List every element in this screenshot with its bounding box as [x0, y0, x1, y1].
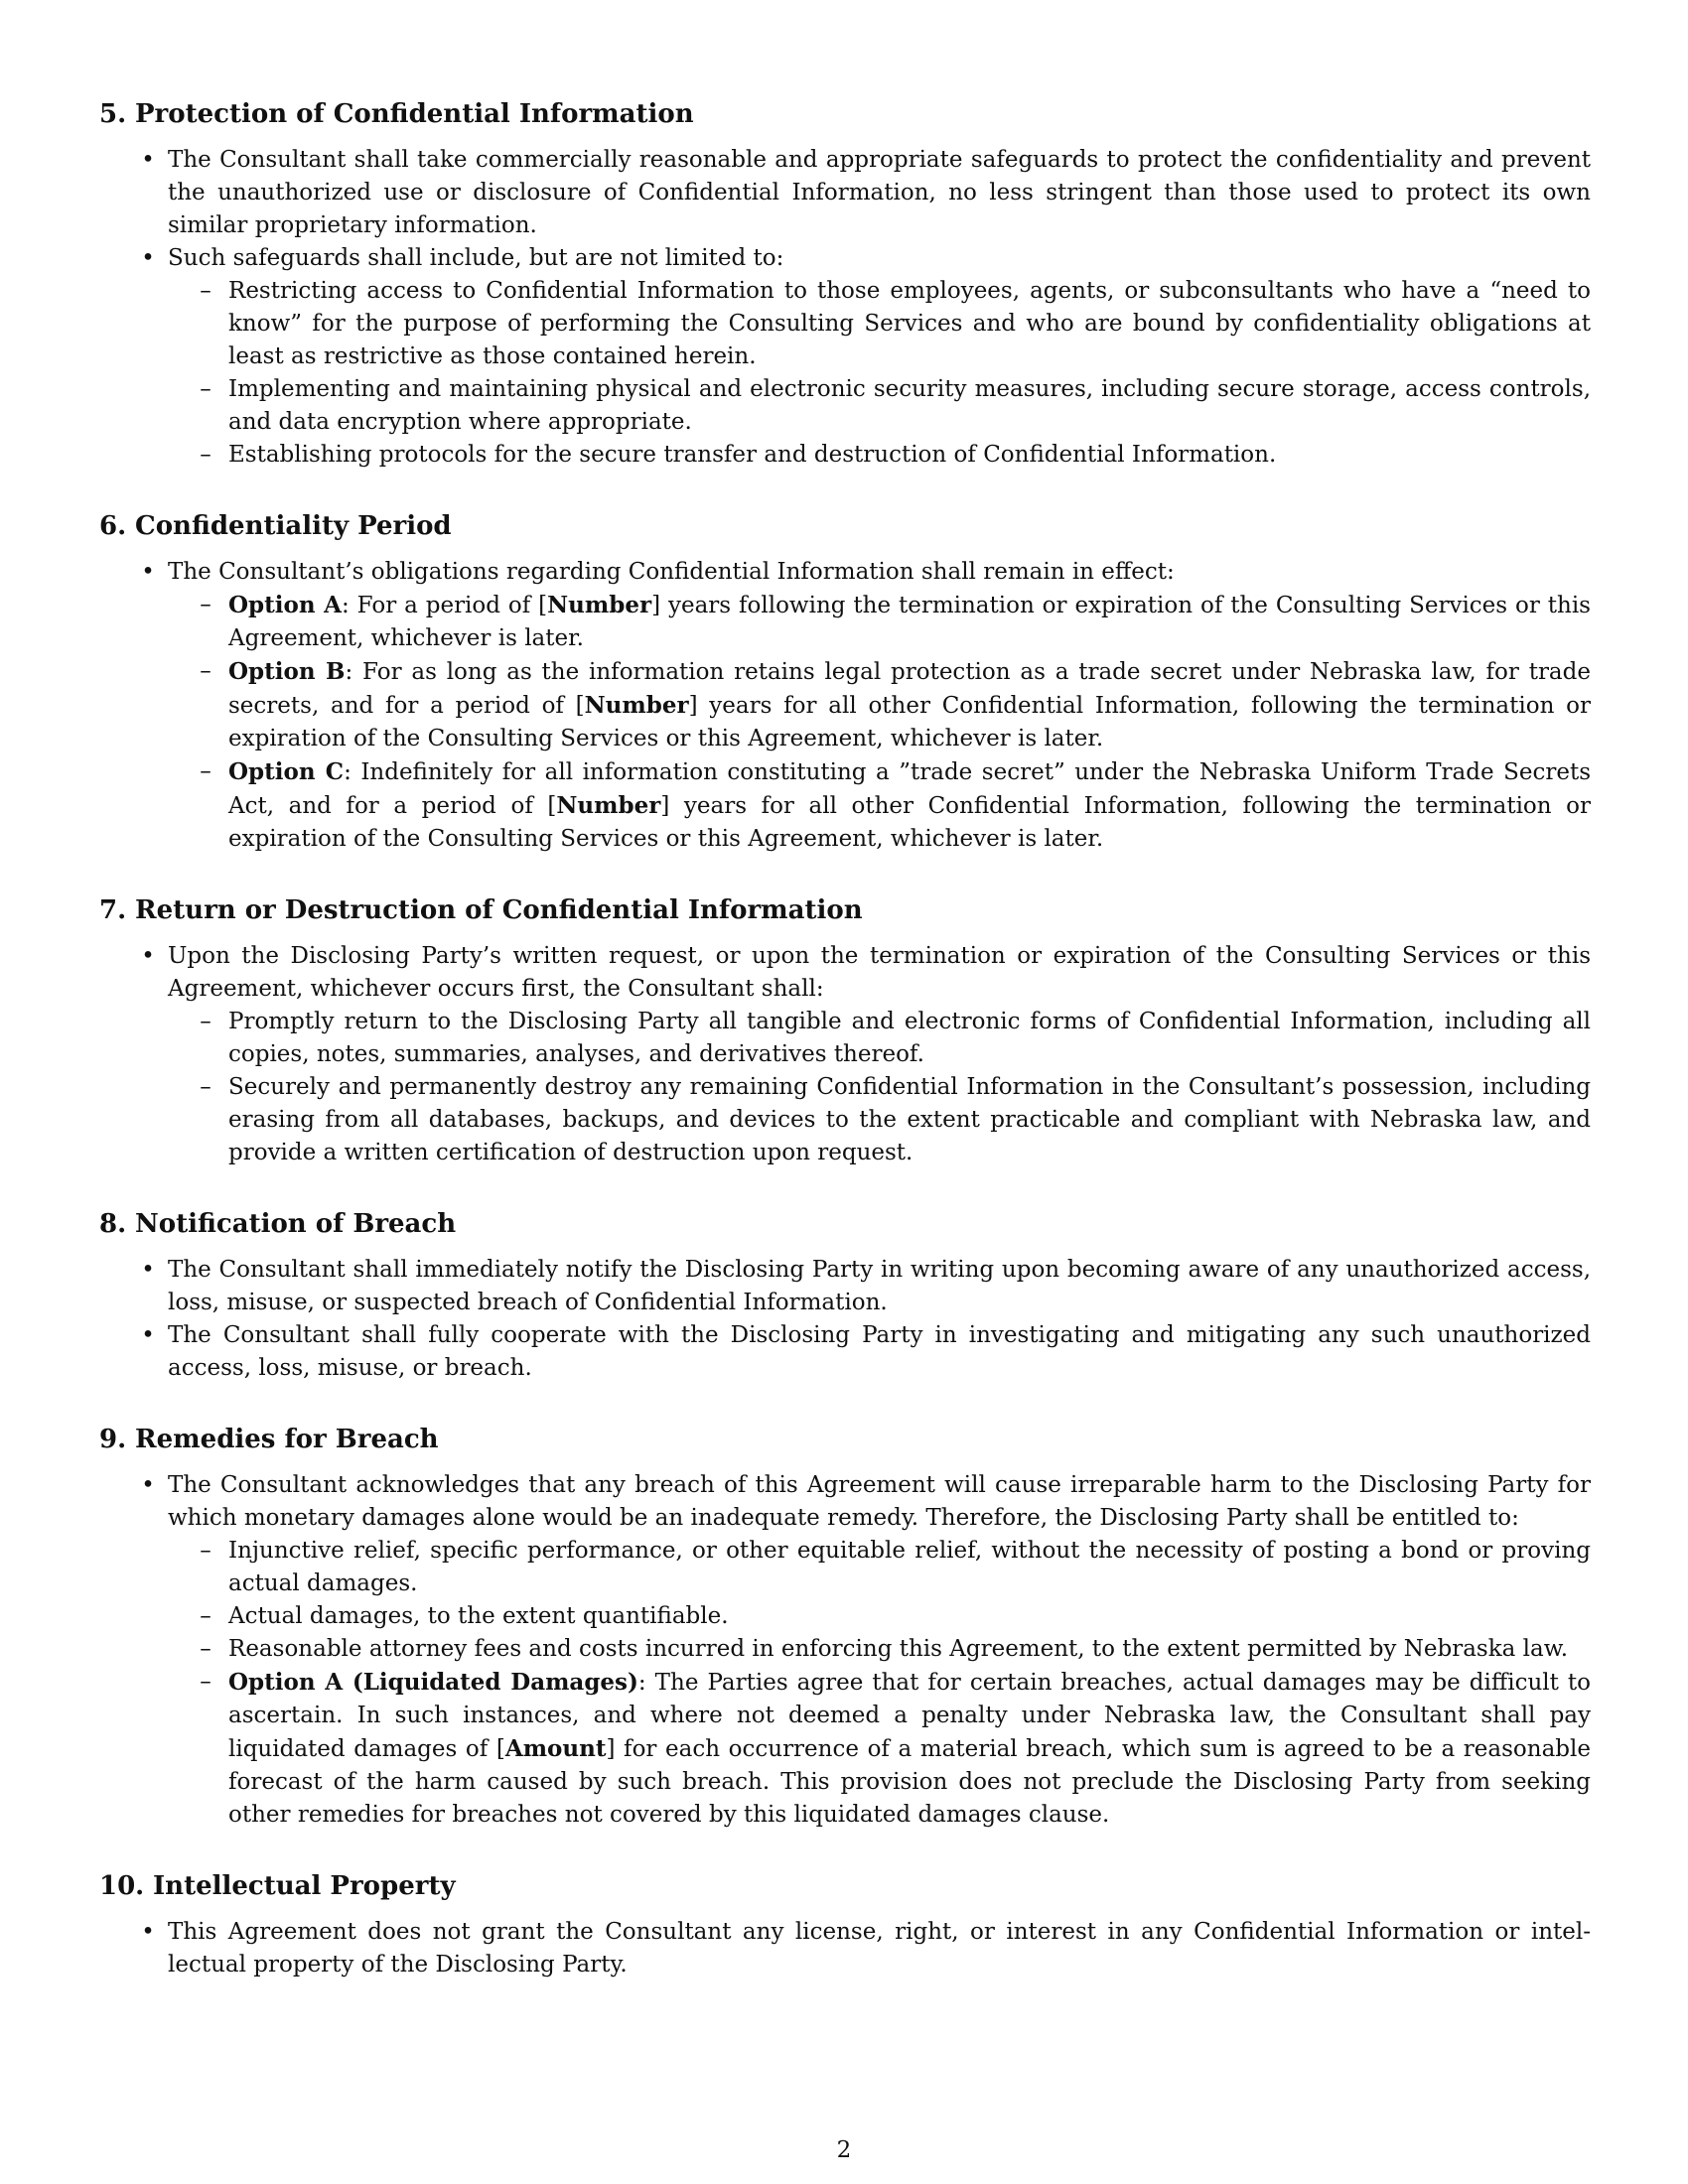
bullet-icon: •: [141, 1257, 155, 1283]
bullet-list: [99, 556, 1591, 856]
dash-icon: –: [200, 1603, 211, 1629]
dash-icon: –: [200, 1074, 211, 1100]
section-8: [99, 1207, 1591, 1385]
section-title: Remedies for Breach: [135, 1425, 439, 1454]
section-title: Return or Destruction of Confidential Information: [135, 895, 863, 925]
section-title: Protection of Confidential Information: [135, 99, 694, 129]
item-text: Upon the Disclosing Party’s written request, or upon the termination or expiration of the Consulting Services or this Agreement, whichever occurs first, the Consultant shall:: [168, 943, 1591, 1002]
option-item: – Option A: For a period of [Number] years following the termination or expiration of the Consulting Services or this Agreement, whichever is later.: [168, 589, 1591, 655]
sub-item: [168, 373, 1591, 439]
bullet-icon: •: [141, 943, 155, 969]
section-title: Intellectual Property: [153, 1871, 456, 1901]
option-item: – Option A (Liquidated Damages): The Parties agree that for certain breaches, actual damages may be difficult to ascertain. In such instances, and where not deemed a penalty under Nebraska law, the Consultant shall pay liquidated damages of [Amount] for each occurrence of a material breach, which sum is agreed to be a reasonable forecast of the harm caused by such breach. This provision does not preclude the Disclosing Party from seeking other remedies for breaches not covered by this liquidated damages clause.: [168, 1666, 1591, 1832]
sub-list: [168, 1535, 1591, 1832]
option-text: : The Parties agree that for certain breaches, actual damages may be difficult to ascertain. In such instances, and where not deemed a penalty under Nebraska law, the Consultant shall pay liquidated damages of: [228, 1670, 1591, 1762]
placeholder-amount: Amount: [504, 1735, 607, 1762]
document-page: [99, 97, 1591, 2019]
bullet-list: [99, 1469, 1591, 1832]
sub-item-text: Restricting access to Confidential Information to those employees, agents, or subconsultants who have a “need to know” for the purpose of performing the Consulting Services and who are bound by confidentiality obligations at least as restrictive as those contained herein.: [228, 278, 1591, 369]
section-9: [99, 1423, 1591, 1832]
sub-item-text: Promptly return to the Disclosing Party all tangible and electronic forms of Confidential Information, including all copies, notes, summaries, analyses, and derivatives thereof.: [228, 1009, 1591, 1067]
option-text: years for all other Confidential Information, following the termination or expiration of the Consulting Services or this Agreement, whichever is later.: [228, 793, 1592, 852]
bullet-icon: •: [141, 1919, 155, 1945]
option-item: – Option B: For as long as the information retains legal protection as a trade secret under Nebraska law, for trade secrets, and for a period of [Number] years for all other Confidential Information, following the termination or expiration of the Consulting Services or this Agreement, whichever is later.: [168, 655, 1591, 755]
list-item: [99, 242, 1591, 472]
section-heading: [99, 1869, 1591, 1903]
section-title: Notification of Breach: [135, 1209, 457, 1239]
bullet-list: [99, 1916, 1591, 1981]
section-heading: [99, 1423, 1591, 1456]
sub-item-text: Actual damages, to the extent quantifiable.: [228, 1603, 729, 1629]
option-text: for each occurrence of a material breach, which sum is agreed to be a reasonable forecast of the harm caused by such breach. This provision does not preclude the Disclosing Party from seeking other remedies for breaches not covered by this liquidated damages clause.: [228, 1736, 1591, 1828]
option-item: – Option C: Indefinitely for all information constituting a ”trade secret” under the Nebraska Uniform Trade Secrets Act, and for a period of [Number] years for all other Confidential Information, following the termination or expiration of the Consulting Services or this Agreement, whichever is later.: [168, 755, 1591, 856]
section-5: [99, 97, 1591, 472]
section-number: 9.: [99, 1425, 127, 1454]
item-text: The Consultant shall fully cooperate with the Disclosing Party in investigating and mitigating any such unauthorized access, loss, misuse, or breach.: [168, 1322, 1591, 1381]
sub-item-text: Reasonable attorney fees and costs incurred in enforcing this Agreement, to the extent permitted by Nebraska law.: [228, 1636, 1569, 1662]
dash-icon: –: [200, 278, 211, 304]
bullet-list: [99, 1254, 1591, 1385]
list-item: [99, 1319, 1591, 1385]
section-number: 6.: [99, 511, 127, 541]
bullet-icon: •: [141, 559, 155, 585]
list-item: [99, 556, 1591, 856]
sub-item-text: Securely and permanently destroy any remaining Confidential Information in the Consultant’s possession, including erasing from all databases, backups, and devices to the extent practicable and compliant with Nebraska law, and provide a written certification of destruction upon request.: [228, 1074, 1591, 1165]
item-text: Such safeguards shall include, but are not limited to:: [168, 245, 784, 271]
section-heading: [99, 893, 1591, 927]
section-10: [99, 1869, 1591, 1981]
dash-icon: –: [200, 376, 211, 402]
option-label: Option A (Liquidated Damages): [228, 1669, 638, 1696]
sub-list: [168, 1006, 1591, 1169]
sub-item-text: Injunctive relief, specific performance, or other equitable relief, without the necessity of posting a bond or proving actual damages.: [228, 1538, 1591, 1596]
dash-icon: –: [200, 758, 211, 784]
option-text: : Indefinitely for all information constituting a ”trade secret” under the Nebraska Uniform Trade Secrets Act, and for a period of: [228, 759, 1591, 819]
option-text: years following the termination or expiration of the Consulting Services or this Agreement, whichever is later.: [228, 593, 1591, 651]
sub-item-text: Establishing protocols for the secure transfer and destruction of Confidential Information.: [228, 442, 1277, 468]
bullet-icon: •: [141, 147, 155, 173]
list-item: [99, 940, 1591, 1169]
bullet-icon: •: [141, 1322, 155, 1348]
item-text: The Consultant acknowledges that any breach of this Agreement will cause irreparable harm to the Disclosing Party for which monetary damages alone would be an inadequate remedy. Therefore, the Disclosing Party shall be entitled to:: [168, 1472, 1591, 1531]
section-6: [99, 509, 1591, 856]
dash-icon: –: [200, 1538, 211, 1564]
placeholder-number: Number: [547, 592, 652, 618]
dash-icon: –: [200, 658, 211, 684]
bullet-icon: •: [141, 245, 155, 271]
section-7: [99, 893, 1591, 1169]
section-heading: [99, 509, 1591, 543]
option-text: : For a period of: [342, 593, 539, 618]
sub-item: [168, 1071, 1591, 1169]
bullet-list: [99, 940, 1591, 1169]
option-text: years for all other Confidential Information, following the termination or expiration of the Consulting Services or this Agreement, whichever is later.: [228, 693, 1591, 751]
placeholder-number: Number: [556, 792, 661, 819]
sub-item: [168, 1535, 1591, 1600]
item-text: This Agreement does not grant the Consultant any license, right, or interest in any Confidential Information or intellectual property of the Disclosing Party.: [168, 1919, 1591, 1978]
bullet-icon: •: [141, 1472, 155, 1498]
item-text: The Consultant shall immediately notify the Disclosing Party in writing upon becoming aware of any unauthorized access, loss, misuse, or suspected breach of Confidential Information.: [168, 1257, 1591, 1315]
list-item: [99, 144, 1591, 242]
placeholder-number: Number: [584, 692, 689, 719]
sub-item: [168, 1006, 1591, 1071]
section-heading: [99, 1207, 1591, 1241]
dash-icon: –: [200, 592, 211, 617]
sub-item: [168, 275, 1591, 373]
section-title: Confidentiality Period: [135, 511, 452, 541]
sub-item-text: Implementing and maintaining physical and electronic security measures, including secure storage, access controls, and data encryption where appropriate.: [228, 376, 1591, 435]
list-item: [99, 1469, 1591, 1832]
list-item: [99, 1916, 1591, 1981]
option-label: Option C: [228, 758, 345, 785]
sub-list: [168, 589, 1591, 856]
dash-icon: –: [200, 1669, 211, 1695]
page-number: 2: [836, 2137, 852, 2163]
dash-icon: –: [200, 1009, 211, 1034]
list-item: [99, 1254, 1591, 1319]
section-heading: [99, 97, 1591, 131]
bullet-list: [99, 144, 1591, 472]
section-number: 10.: [99, 1871, 145, 1901]
sub-item: [168, 1633, 1591, 1666]
section-number: 7.: [99, 895, 127, 925]
sub-item: [168, 1600, 1591, 1633]
dash-icon: –: [200, 1636, 211, 1662]
dash-icon: –: [200, 442, 211, 468]
section-number: 8.: [99, 1209, 127, 1239]
option-label: Option A: [228, 592, 342, 618]
sub-item: [168, 439, 1591, 472]
option-text: : For as long as the information retains legal protection as a trade secret under Nebraska law, for trade secrets, and for a period of: [228, 659, 1591, 719]
item-text: The Consultant’s obligations regarding Confidential Information shall remain in effect:: [168, 559, 1175, 585]
option-label: Option B: [228, 658, 346, 685]
sub-list: [168, 275, 1591, 472]
item-text: The Consultant shall take commercially reasonable and appropriate safeguards to protect the confidentiality and prevent the unauthorized use or disclosure of Confidential Information, no less stringent than those used to protect its own similar proprietary information.: [168, 147, 1591, 238]
section-number: 5.: [99, 99, 127, 129]
